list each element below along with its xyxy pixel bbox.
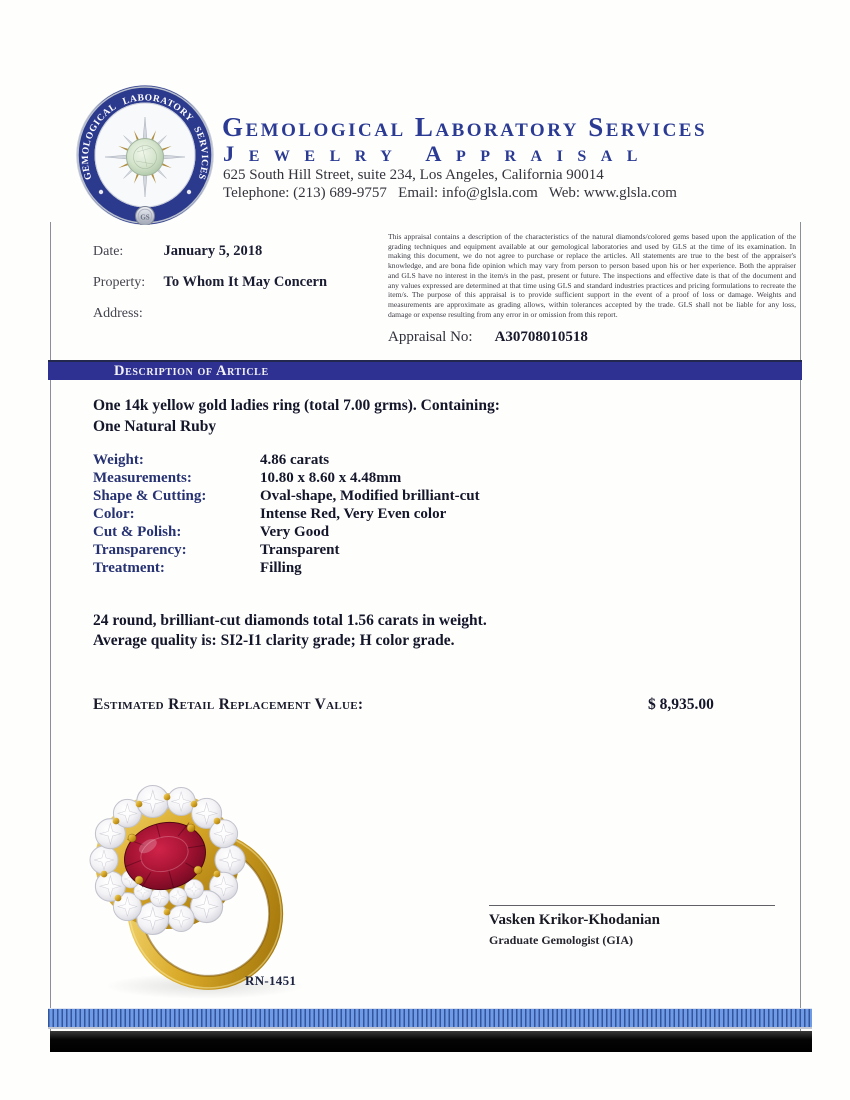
- doc-type-title: Jewelry Appraisal: [223, 141, 652, 166]
- spec-label: Color:: [93, 506, 135, 522]
- diamonds-note-line2: Average quality is: SI2-I1 clarity grade; H color grade.: [93, 632, 455, 649]
- spec-label: Treatment:: [93, 560, 165, 576]
- spec-label: Shape & Cutting:: [93, 488, 207, 504]
- date-row: [93, 243, 262, 260]
- org-contact: Telephone: (213) 689-9757 Email: info@glsla.com Web: www.glsla.com: [223, 185, 677, 201]
- specs-table: [93, 451, 480, 577]
- signature-line: [489, 905, 775, 906]
- logo-seal-icon: [136, 207, 155, 226]
- diamonds-note: [93, 611, 487, 651]
- spec-row: [93, 559, 480, 577]
- logo-monogram: GS: [140, 213, 150, 222]
- appraisal-no-row: [388, 329, 588, 346]
- photo-caption: RN-1451: [245, 973, 297, 988]
- item-description-line2: One Natural Ruby: [93, 418, 217, 435]
- spec-row: [93, 523, 480, 541]
- property-value: To Whom It May Concern: [163, 274, 328, 290]
- logo-ring-text: GEMOLOGICAL LABORATORY SERVICES: [80, 93, 210, 181]
- footer-black-bar: [50, 1031, 812, 1052]
- section-banner: [48, 360, 802, 380]
- item-description-line1: One 14k yellow gold ladies ring (total 7.00 grms). Containing:: [93, 397, 500, 414]
- signer-name: Vasken Krikor-Khodanian: [489, 912, 661, 928]
- spec-row: [93, 451, 480, 469]
- signer-title: Graduate Gemologist (GIA): [489, 933, 633, 947]
- date-label: Date:: [93, 244, 124, 259]
- center-gem-icon: [127, 139, 164, 176]
- spec-row: [93, 505, 480, 523]
- appraisal-no-label: Appraisal No:: [388, 329, 473, 345]
- ring-photo-image: [55, 770, 390, 1010]
- spec-row: [93, 541, 480, 559]
- left-border-rule: [50, 222, 51, 1052]
- right-border-rule: [800, 222, 801, 1052]
- spec-value: 4.86 carats: [260, 452, 330, 468]
- ring-photo: [55, 770, 390, 1010]
- replacement-value-amount: $ 8,935.00: [648, 696, 714, 713]
- spec-label: Cut & Polish:: [93, 524, 182, 540]
- disclaimer-text: This appraisal contains a description of the characteristics of the natural diamonds/colored gems based upon the application of the grading techniques and equipment available at our gemological laboratories and used by GLS at the time of its examination. In making this document, we do not agree to purchase or replace the articles. All statements are true to the best of the appraiser's knowledge, and are bona fide opinion which may vary from person to person based upon his or her experience. Both the appraiser and GLS have no interest in the item/s in the past, present or future. The inspections and effective date is that of the document and any values expressed are determined at that time using GLS and standard industries practices and pricing formulations to recreate the item/s. The purpose of this appraisal is to provide sufficient support in the event of a proof of loss or damage. Weights and measurements are approximate as grading allows, within tolerances accepted by the trade. GLS shall not be liable for any loss, damage or expense resulting from any error in or omission from this report.: [388, 232, 796, 319]
- spec-row: [93, 469, 480, 487]
- spec-label: Measurements:: [93, 470, 192, 486]
- spec-label: Transparency:: [93, 542, 187, 558]
- spec-row: [93, 487, 480, 505]
- date-value: January 5, 2018: [163, 243, 263, 259]
- spec-value: Transparent: [260, 542, 340, 558]
- logo-dot-icon: [99, 190, 103, 194]
- diamonds-note-line1: 24 round, brilliant-cut diamonds total 1.56 carats in weight.: [93, 612, 487, 629]
- spec-value: Oval-shape, Modified brilliant-cut: [260, 488, 480, 504]
- footer-stripe-bar: [48, 1008, 812, 1029]
- spec-value: Very Good: [260, 524, 330, 540]
- logo-dot-icon: [187, 190, 191, 194]
- org-name: Gemological Laboratory Services: [222, 112, 708, 142]
- property-row: [93, 274, 327, 291]
- spec-value: 10.80 x 8.60 x 4.48mm: [260, 470, 402, 486]
- spec-value: Intense Red, Very Even color: [260, 506, 447, 522]
- spec-value: Filling: [260, 560, 302, 576]
- org-address: 625 South Hill Street, suite 234, Los Angeles, California 90014: [223, 167, 604, 183]
- address-row: [93, 305, 160, 322]
- property-label: Property:: [93, 275, 146, 290]
- address-label: Address:: [93, 306, 143, 321]
- spec-label: Weight:: [93, 452, 144, 468]
- replacement-value-label: Estimated Retail Replacement Value:: [93, 696, 364, 713]
- appraisal-no-value: A30708010518: [494, 329, 588, 345]
- section-title: Description of Article: [114, 363, 269, 379]
- item-description: [93, 395, 500, 437]
- company-logo: [75, 85, 215, 225]
